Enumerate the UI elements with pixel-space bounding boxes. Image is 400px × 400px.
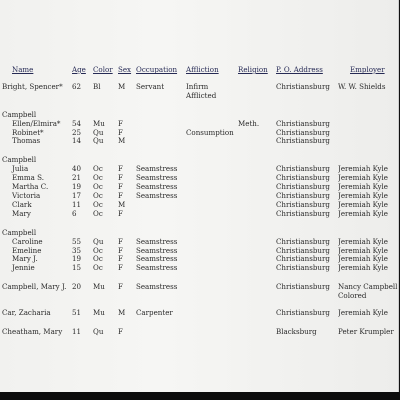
- header-sex: Sex: [118, 65, 132, 74]
- cell-affliction: [186, 229, 238, 238]
- cell-color: Qu: [93, 237, 104, 246]
- header-employer: Employer: [350, 65, 385, 74]
- cell-po-address: [276, 92, 338, 101]
- cell-occupation: [136, 137, 186, 146]
- cell-employer: Jeremiah Kyle: [338, 309, 388, 318]
- cell-affliction: [186, 165, 238, 174]
- cell-color: Mu: [93, 283, 105, 292]
- cell-occupation: Seamstress: [136, 237, 178, 246]
- cell-age: 15: [72, 264, 82, 273]
- cell-affliction: [186, 111, 238, 120]
- table-row: [2, 255, 398, 264]
- cell-sex: M: [118, 82, 126, 91]
- cell-age: 19: [72, 183, 82, 192]
- cell-color: Qu: [93, 137, 104, 146]
- cell-affliction: [186, 238, 238, 247]
- cell-color: [93, 229, 118, 238]
- cell-affliction: [186, 174, 238, 183]
- cell-affliction: [186, 137, 238, 146]
- cell-po-address: Christiansburg: [276, 165, 330, 174]
- cell-occupation: [136, 229, 186, 238]
- cell-sex: F: [118, 183, 123, 192]
- cell-sex: F: [118, 191, 123, 200]
- header-affliction: Affliction: [186, 65, 219, 74]
- cell-name: Car, Zacharia: [2, 309, 51, 318]
- cell-affliction: [186, 264, 238, 273]
- cell-religion: [238, 156, 276, 165]
- cell-po-address: Christiansburg: [276, 237, 330, 246]
- cell-name: Campbell: [2, 156, 37, 165]
- cell-age: 62: [72, 82, 82, 91]
- cell-sex: M: [118, 309, 126, 318]
- table-row: [2, 120, 398, 129]
- cell-color: Oc: [93, 264, 103, 273]
- cell-color: [93, 292, 118, 301]
- cell-religion: [238, 283, 276, 292]
- cell-employer: Jeremiah Kyle: [338, 246, 388, 255]
- cell-affliction: [186, 292, 238, 301]
- cell-affliction: Consumption: [186, 128, 234, 137]
- cell-religion: [238, 247, 276, 256]
- cell-name: Bright, Spencer*: [2, 82, 63, 91]
- cell-po-address: Christiansburg: [276, 309, 330, 318]
- cell-age: 40: [72, 165, 82, 174]
- cell-color: Qu: [93, 128, 104, 137]
- table-row: [2, 309, 398, 318]
- cell-age: 55: [72, 237, 82, 246]
- cell-employer: Jeremiah Kyle: [338, 191, 388, 200]
- cell-sex: [118, 229, 136, 238]
- cell-sex: [118, 92, 136, 101]
- cell-religion: [238, 210, 276, 219]
- cell-color: [93, 156, 118, 165]
- table-row: [2, 156, 398, 165]
- table-row: [2, 229, 398, 238]
- cell-religion: [238, 137, 276, 146]
- cell-employer: Jeremiah Kyle: [338, 264, 388, 273]
- cell-color: Oc: [93, 174, 103, 183]
- header-age: Age: [72, 65, 86, 74]
- cell-po-address: Christiansburg: [276, 137, 330, 146]
- cell-religion: [238, 201, 276, 210]
- cell-sex: F: [118, 255, 123, 264]
- cell-affliction: [186, 309, 238, 318]
- cell-occupation: [136, 111, 186, 120]
- cell-sex: M: [118, 137, 126, 146]
- cell-religion: [238, 255, 276, 264]
- cell-religion: [238, 192, 276, 201]
- cell-color: Qu: [93, 327, 104, 336]
- cell-religion: [238, 92, 276, 101]
- cell-religion: [238, 229, 276, 238]
- cell-age: [72, 111, 93, 120]
- cell-name: Martha C.: [12, 183, 49, 192]
- cell-employer: [338, 111, 398, 120]
- table-row: [2, 129, 398, 138]
- cell-po-address: [276, 229, 338, 238]
- cell-affliction: [186, 255, 238, 264]
- cell-color: Mu: [93, 119, 105, 128]
- cell-name: Thomas: [12, 137, 41, 146]
- cell-affliction: [186, 201, 238, 210]
- cell-affliction: [186, 120, 238, 129]
- cell-age: 21: [72, 174, 82, 183]
- cell-po-address: Christiansburg: [276, 246, 330, 255]
- cell-po-address: [276, 156, 338, 165]
- cell-religion: [238, 238, 276, 247]
- cell-employer: [338, 129, 398, 138]
- cell-affliction: Infirm: [186, 82, 209, 91]
- cell-religion: [238, 328, 276, 337]
- cell-occupation: [136, 120, 186, 129]
- cell-age: 35: [72, 246, 82, 255]
- table-row: [2, 183, 398, 192]
- table-row: [2, 137, 398, 146]
- page-edge-shadow: [0, 392, 400, 400]
- cell-po-address: Christiansburg: [276, 283, 330, 292]
- table-row: [2, 292, 398, 301]
- table-row: [2, 210, 398, 219]
- cell-employer: Jeremiah Kyle: [338, 209, 388, 218]
- cell-age: 20: [72, 283, 82, 292]
- cell-occupation: [136, 292, 186, 301]
- cell-religion: [238, 292, 276, 301]
- cell-occupation: Seamstress: [136, 183, 178, 192]
- cell-age: [72, 156, 93, 165]
- cell-age: [72, 292, 93, 301]
- cell-age: [72, 229, 93, 238]
- cell-employer: Jeremiah Kyle: [338, 183, 388, 192]
- cell-name: Caroline: [12, 237, 43, 246]
- table-row: [2, 165, 398, 174]
- cell-age: 51: [72, 309, 82, 318]
- cell-age: 19: [72, 255, 82, 264]
- cell-color: Oc: [93, 165, 103, 174]
- cell-employer: Jeremiah Kyle: [338, 237, 388, 246]
- cell-name: Campbell: [2, 110, 37, 119]
- cell-religion: [238, 183, 276, 192]
- table-row: [2, 192, 398, 201]
- table-row: [2, 83, 398, 92]
- cell-name: Ellen/Elmira*: [12, 119, 61, 128]
- header-color: Color: [93, 65, 113, 74]
- cell-color: [93, 92, 118, 101]
- table-row: [2, 328, 398, 337]
- cell-color: Oc: [93, 209, 103, 218]
- cell-po-address: Christiansburg: [276, 209, 330, 218]
- cell-occupation: [136, 328, 186, 337]
- cell-name: Emma S.: [12, 174, 44, 183]
- cell-employer: Jeremiah Kyle: [338, 200, 388, 209]
- cell-occupation: Seamstress: [136, 283, 178, 292]
- cell-color: Oc: [93, 200, 103, 209]
- cell-age: 54: [72, 119, 82, 128]
- cell-affliction: [186, 183, 238, 192]
- cell-employer: [338, 137, 398, 146]
- cell-color: Oc: [93, 246, 103, 255]
- cell-po-address: Christiansburg: [276, 255, 330, 264]
- cell-employer: Nancy Campbell: [338, 283, 398, 292]
- cell-employer: Jeremiah Kyle: [338, 174, 388, 183]
- cell-employer: [338, 92, 398, 101]
- cell-employer: Jeremiah Kyle: [338, 165, 388, 174]
- cell-name: Campbell, Mary J.: [2, 283, 67, 292]
- cell-name: Campbell: [2, 228, 37, 237]
- cell-age: 6: [72, 209, 77, 218]
- cell-name: Cheatham, Mary: [2, 327, 63, 336]
- cell-occupation: [136, 92, 186, 101]
- cell-religion: [238, 83, 276, 92]
- cell-po-address: Christiansburg: [276, 82, 330, 91]
- cell-po-address: Christiansburg: [276, 119, 330, 128]
- cell-color: Mu: [93, 309, 105, 318]
- header-po-address: P. O. Address: [276, 65, 323, 74]
- cell-name: Julia: [12, 165, 29, 174]
- cell-sex: F: [118, 128, 123, 137]
- table-row: [2, 238, 398, 247]
- cell-name: Jennie: [12, 264, 35, 273]
- cell-employer: W. W. Shields: [338, 82, 386, 91]
- table-row: [2, 247, 398, 256]
- cell-po-address: Christiansburg: [276, 264, 330, 273]
- cell-sex: F: [118, 174, 123, 183]
- cell-po-address: Christiansburg: [276, 200, 330, 209]
- table-row: [2, 264, 398, 273]
- cell-occupation: [136, 129, 186, 138]
- cell-color: Oc: [93, 191, 103, 200]
- cell-religion: [238, 174, 276, 183]
- cell-color: Oc: [93, 255, 103, 264]
- cell-affliction: [186, 247, 238, 256]
- cell-color: Bl: [93, 82, 101, 91]
- cell-affliction: [186, 192, 238, 201]
- cell-employer: [338, 120, 398, 129]
- cell-affliction: Afflicted: [186, 91, 217, 100]
- cell-employer: [338, 229, 398, 238]
- cell-religion: [238, 165, 276, 174]
- cell-po-address: Christiansburg: [276, 191, 330, 200]
- cell-age: 17: [72, 191, 82, 200]
- cell-religion: Meth.: [238, 119, 260, 128]
- cell-name: Mary: [12, 209, 31, 218]
- cell-po-address: [276, 111, 338, 120]
- cell-name: [2, 92, 72, 101]
- cell-sex: F: [118, 119, 123, 128]
- cell-occupation: Seamstress: [136, 191, 178, 200]
- cell-occupation: Seamstress: [136, 174, 178, 183]
- header-row: [2, 66, 398, 83]
- cell-employer: [338, 156, 398, 165]
- cell-sex: F: [118, 283, 123, 292]
- cell-sex: [118, 156, 136, 165]
- header-occupation: Occupation: [136, 65, 178, 74]
- header-religion: Religion: [238, 65, 268, 74]
- table-row: [2, 283, 398, 292]
- cell-age: 11: [72, 200, 82, 209]
- cell-occupation: Servant: [136, 82, 165, 91]
- cell-religion: [238, 129, 276, 138]
- cell-sex: F: [118, 246, 123, 255]
- table-row: [2, 174, 398, 183]
- header-name: Name: [12, 65, 34, 74]
- cell-age: 11: [72, 327, 82, 336]
- cell-religion: [238, 264, 276, 273]
- cell-employer: Peter Krumpler: [338, 327, 394, 336]
- table-row: [2, 201, 398, 210]
- cell-po-address: Christiansburg: [276, 183, 330, 192]
- cell-po-address: [276, 292, 338, 301]
- cell-religion: [238, 309, 276, 318]
- cell-employer: Colored: [338, 292, 367, 301]
- cell-affliction: [186, 156, 238, 165]
- cell-name: Victoria: [12, 191, 41, 200]
- cell-religion: [238, 111, 276, 120]
- cell-affliction: [186, 210, 238, 219]
- cell-age: [72, 92, 93, 101]
- cell-name: Clark: [12, 200, 32, 209]
- cell-sex: F: [118, 327, 123, 336]
- cell-po-address: Christiansburg: [276, 174, 330, 183]
- cell-sex: [118, 292, 136, 301]
- cell-occupation: [136, 156, 186, 165]
- cell-color: [93, 111, 118, 120]
- cell-name: Robinet*: [12, 128, 44, 137]
- cell-occupation: Seamstress: [136, 264, 178, 273]
- cell-occupation: Seamstress: [136, 246, 178, 255]
- cell-sex: [118, 111, 136, 120]
- cell-age: 25: [72, 128, 82, 137]
- cell-po-address: Blacksburg: [276, 327, 317, 336]
- cell-sex: F: [118, 165, 123, 174]
- census-table: [2, 66, 398, 337]
- cell-occupation: Seamstress: [136, 255, 178, 264]
- cell-employer: Jeremiah Kyle: [338, 255, 388, 264]
- cell-occupation: [136, 210, 186, 219]
- cell-sex: F: [118, 237, 123, 246]
- cell-age: 14: [72, 137, 82, 146]
- table-row: [2, 92, 398, 101]
- cell-occupation: [136, 201, 186, 210]
- cell-color: Oc: [93, 183, 103, 192]
- table-row: [2, 111, 398, 120]
- cell-name: [2, 292, 72, 301]
- cell-occupation: Carpenter: [136, 309, 173, 318]
- cell-sex: M: [118, 200, 126, 209]
- cell-name: Emeline: [12, 246, 42, 255]
- cell-affliction: [186, 283, 238, 292]
- cell-sex: F: [118, 264, 123, 273]
- cell-name: Mary J.: [12, 255, 38, 264]
- cell-po-address: Christiansburg: [276, 128, 330, 137]
- cell-occupation: Seamstress: [136, 165, 178, 174]
- cell-sex: F: [118, 209, 123, 218]
- cell-affliction: [186, 328, 238, 337]
